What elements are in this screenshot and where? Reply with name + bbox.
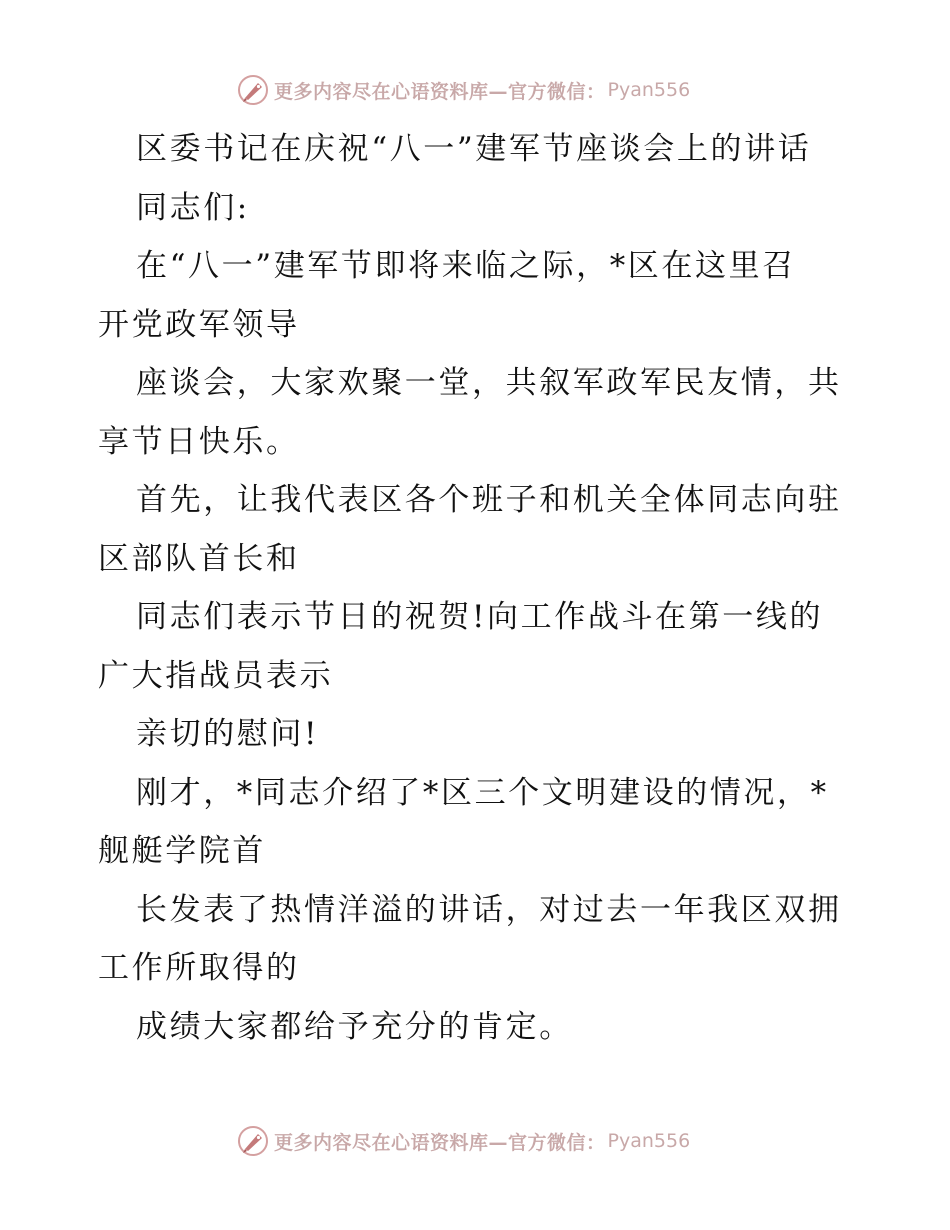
pen-nib-logo-icon [236, 1124, 270, 1158]
pen-nib-logo-icon [236, 73, 270, 107]
watermark-text: 更多内容尽在心语资料库—官方微信： [274, 1131, 606, 1154]
paragraph-line: 工作所取得的 [98, 950, 300, 986]
paragraph-line: 在“八一”建军节即将来临之际，*区在这里召 [136, 248, 796, 284]
paragraph-line: 舰艇学院首 [98, 833, 266, 869]
paragraph-line: 亲切的慰问! [136, 716, 320, 752]
paragraph-line: 刚才，*同志介绍了*区三个文明建设的情况，* [136, 774, 829, 811]
paragraph-line: 座谈会，大家欢聚一堂，共叙军政军民友情，共 [136, 365, 842, 401]
header-watermark [236, 73, 690, 107]
salutation: 同志们: [136, 189, 250, 226]
paragraph-line: 成绩大家都给予充分的肯定。 [136, 1008, 573, 1045]
watermark-contact: Pyan556 [607, 79, 691, 101]
document-body [98, 120, 858, 1056]
paragraph-line: 同志们表示节日的祝贺!向工作战斗在第一线的 [136, 599, 824, 635]
paragraph-line: 首先，让我代表区各个班子和机关全体同志向驻 [136, 482, 842, 518]
paragraph-line: 广大指战员表示 [98, 657, 334, 694]
paragraph-line: 享节日快乐。 [98, 423, 300, 460]
footer-watermark [236, 1124, 690, 1158]
watermark-text: 更多内容尽在心语资料库—官方微信： [274, 80, 606, 103]
watermark-contact: Pyan556 [607, 1130, 691, 1152]
paragraph-line: 区部队首长和 [98, 540, 300, 577]
paragraph-line: 开党政军领导 [98, 306, 300, 343]
paragraph-line: 长发表了热情洋溢的讲话，对过去一年我区双拥 [136, 891, 842, 928]
document-title: 区委书记在庆祝“八一”建军节座谈会上的讲话 [136, 131, 812, 167]
